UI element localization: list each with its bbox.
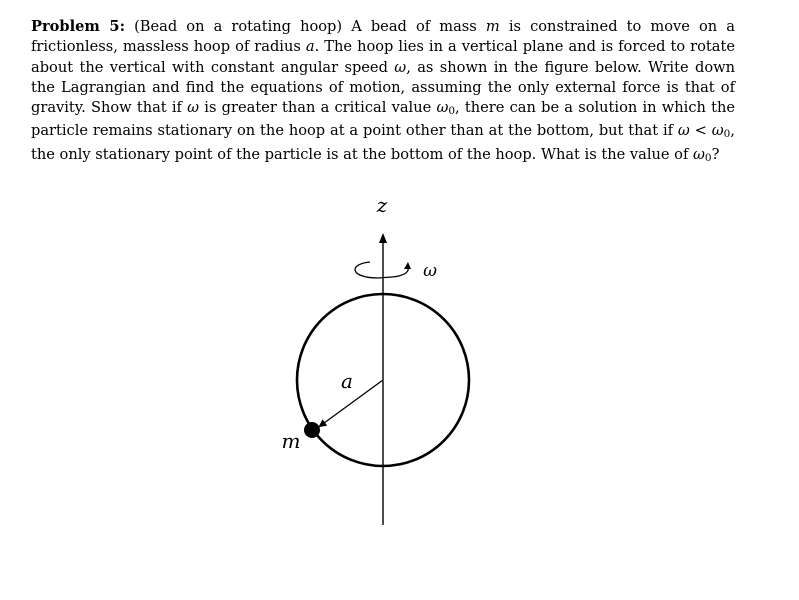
subscript-zero: 0 (723, 128, 731, 141)
math-symbol: ω (394, 58, 407, 76)
radius-label-a: a (341, 369, 353, 393)
problem-text: ? (711, 145, 720, 163)
problem-heading: Problem 5: (31, 18, 125, 35)
hoop-diagram (270, 190, 500, 530)
math-symbol: ω < ω (677, 122, 724, 140)
math-symbol: a (305, 38, 315, 56)
math-symbol: m (485, 18, 500, 35)
rotating-hoop-figure (270, 190, 500, 530)
subscript-zero: 0 (448, 105, 456, 118)
math-symbol: ω (436, 99, 449, 117)
problem-text: , as shown in the figure below. Write down the Lagrangian and find the equations of motion, assuming the only external force is that of gravity. Show that if (31, 58, 735, 117)
problem-body (31, 18, 735, 163)
mass-label-m: m (281, 429, 301, 453)
axis-label-z: z (376, 193, 388, 217)
rotation-arrow (355, 262, 408, 278)
problem-text: . The hoop lies in a vertical plane and is forced to rotate about the vertical with constant angular speed (31, 38, 735, 76)
omega-label: ω (423, 261, 437, 281)
rotation-arrow-head (404, 262, 411, 269)
bead-mass (304, 422, 320, 438)
axis-arrowhead (379, 233, 387, 243)
problem-text: is constrained to move on a frictionless, massless hoop of radius (31, 18, 736, 56)
problem-statement (31, 17, 735, 168)
problem-text: , the only stationary point of the particle is at the bottom of the hoop. What is the value of (31, 122, 735, 163)
problem-text: is greater than a critical value (199, 99, 437, 117)
math-symbol: ω (693, 145, 705, 163)
subscript-zero: 0 (704, 151, 712, 164)
math-symbol: ω (187, 99, 200, 117)
problem-text: , there can be a solution in which the particle remains stationary on the hoop at a point other than at the bottom, but that if (31, 99, 735, 140)
problem-text: (Bead on a rotating hoop) A bead of mass (124, 18, 486, 35)
